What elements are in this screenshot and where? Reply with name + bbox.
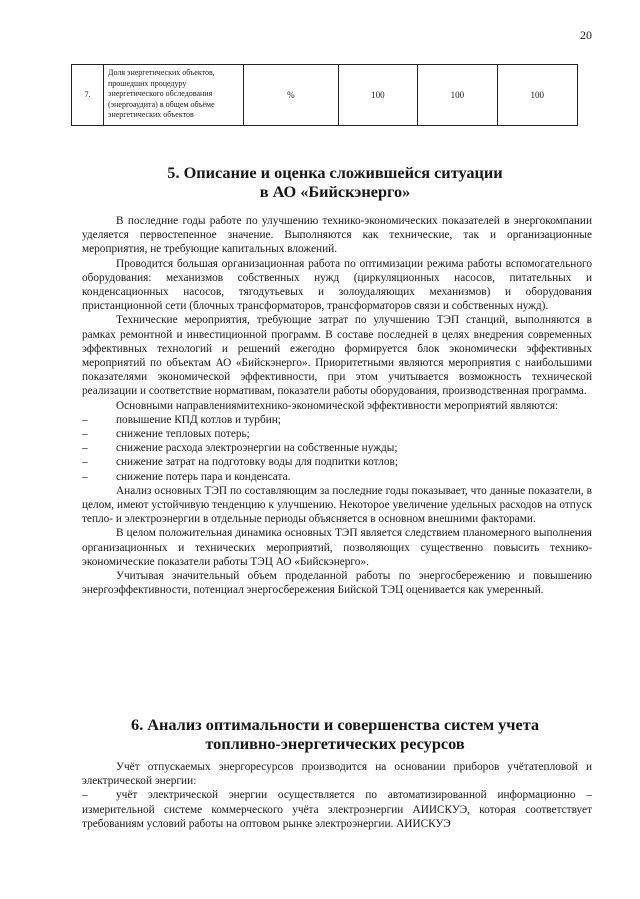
paragraph: В целом положительная динамика основных ТЭП является следствием планомерного выполнения организационных и технических мероприятий, позволяющих существенно повысить технико-экономические показатели работы ТЭЦ АО «Бийскэнерго». — [82, 527, 592, 568]
list-item: – снижение тепловых потерь; — [82, 427, 592, 441]
paragraph: Анализ основных ТЭП по составляющим за последние годы показывает, что данные показатели, в целом, имеют устойчивую тенденцию к улучшению. Некоторое увеличение удельных расходов на отпуск тепло- и электроэнергии в отдельные периоды объясняется в основном внешними факторами. — [82, 484, 592, 526]
row-description-line: Доля энергетических объектов, — [108, 68, 215, 77]
paragraph: В последние годы работе по улучшению технико-экономических показателей в энергокомпании уделяется первостепенное значение. Выполняются как технические, так и организационные мероприятия, не требующие капитальных вложений. — [82, 215, 592, 256]
section-5-title-line-1: 5. Описание и оценка сложившейся ситуации — [167, 163, 503, 182]
row-description-line: (энергоаудита) в общем объёме — [108, 99, 215, 109]
section-6-title-line-2: топливно-энергетических ресурсов — [205, 734, 465, 753]
section-5-title-line-2: в АО «Бийскэнерго» — [259, 182, 411, 201]
list-item: – снижение затрат на подготовку воды для подпитки котлов; — [82, 455, 592, 469]
paragraph: Проводится большая организационная работа по оптимизации режима работы вспомогательного оборудования: механизмов собственных нужд (циркуляционных насосов, питательных и конденсационных насосов, тягодутьевых и золоудаляющих механизмов) и оборудования пристанционной сети (блочных трансформаторов, трансформаторов связи и собственных нужд). — [82, 257, 592, 313]
row-number: 7. — [72, 65, 104, 126]
row-unit: % — [244, 65, 339, 126]
dash-paragraph: – учёт электрической энергии осуществляется по автоматизированной информационно – измерительной системе коммерческого учёта электроэнергии АИИСКУЭ, которая соответствует требованиям условий работы на оптовом рынке электроэнергии. АИИСКУЭ — [82, 788, 592, 831]
row-description-line: прошедших процедуру — [108, 78, 187, 88]
list-item: – снижение потерь пара и конденсата. — [82, 470, 592, 484]
paragraph: Учёт отпускаемых энергоресурсов производится на основании приборов учётатепловой и электрической энергии: — [82, 761, 592, 788]
section-6-body — [82, 760, 592, 831]
paragraph: Технические мероприятия, требующие затрат по улучшению ТЭП станций, выполняются в рамках ремонтной и инвестиционной программ. В составе последней в целях внедрения современных эффективных технологий и решений ежегодно формируется блок экономически эффективных мероприятий по объектам АО «Бийскэнерго». Приоритетными являются мероприятия с наибольшими показателями экономической эффективности, при этом учитывается возможность технической реализации и соответствие нормативам, показатели работы оборудования, производственная программа. — [82, 314, 592, 398]
row-value: 100 — [497, 65, 577, 126]
paragraph: Основными направлениямитехнико-экономической эффективности мероприятий являются: — [116, 399, 559, 412]
section-5-heading — [90, 163, 580, 201]
section-5-body — [82, 214, 592, 597]
list-item: – снижение расхода электроэнергии на собственные нужды; — [82, 441, 592, 455]
row-value: 100 — [418, 65, 497, 126]
row-value: 100 — [338, 65, 417, 126]
paragraph: Учитывая значительный объем проделанной работы по энергосбережению и повышению энергоэффективности, потенциал энергосбережения Бийской ТЭЦ оценивается как умеренный. — [82, 570, 592, 597]
page-number: 20 — [580, 28, 592, 42]
section-6-heading — [90, 715, 580, 753]
indicators-table — [71, 64, 578, 126]
list-item: – повышение КПД котлов и турбин; — [82, 413, 592, 427]
row-description — [104, 65, 244, 126]
row-description-line: энергетических объектов — [108, 110, 194, 120]
row-description-line: энергетического обследования — [108, 89, 213, 99]
table-row — [72, 65, 578, 126]
section-6-title-line-1: 6. Анализ оптимальности и совершенства систем учета — [130, 715, 540, 734]
directions-list — [82, 413, 592, 484]
